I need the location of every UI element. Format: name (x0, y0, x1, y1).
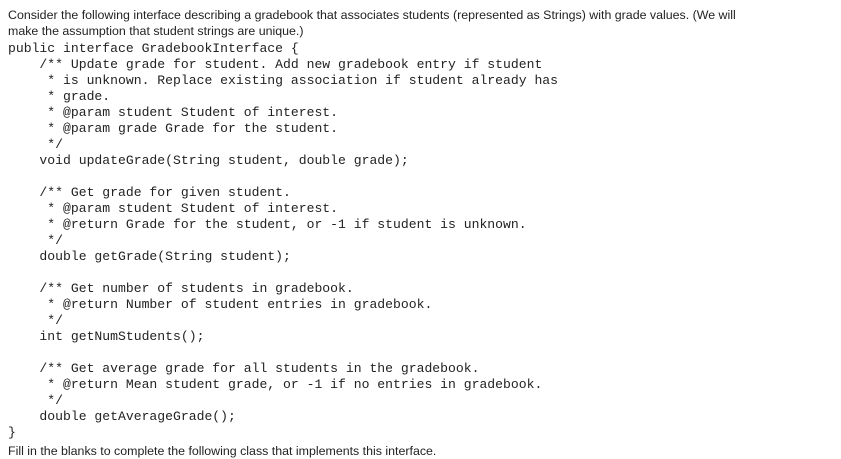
code-line: * @return Grade for the student, or -1 if student is unknown. (8, 217, 527, 232)
code-line: */ (8, 137, 64, 152)
code-line: int getNumStudents(); (8, 329, 205, 344)
truncated-text: Fill in the blanks to complete the following class that implements this interface. (8, 444, 437, 458)
code-line: * @param student Student of interest. (8, 201, 339, 216)
code-line: public interface GradebookInterface { (8, 41, 299, 56)
interface-code-block (8, 41, 558, 441)
code-line: /** Update grade for student. Add new gradebook entry if student (8, 57, 543, 72)
code-line: */ (8, 393, 64, 408)
code-line: * @return Mean student grade, or -1 if no entries in gradebook. (8, 377, 543, 392)
code-line: */ (8, 313, 64, 328)
code-line: * is unknown. Replace existing association if student already has (8, 73, 559, 88)
code-line: double getGrade(String student); (8, 249, 291, 264)
code-line: double getAverageGrade(); (8, 409, 236, 424)
code-line: void updateGrade(String student, double grade); (8, 153, 409, 168)
code-line (8, 169, 558, 185)
description-line-2: make the assumption that student strings are unique.) (8, 24, 304, 38)
code-line: * @return Number of student entries in gradebook. (8, 297, 433, 312)
code-line: * @param grade Grade for the student. (8, 121, 339, 136)
truncated-next-line (8, 441, 448, 458)
code-line: /** Get number of students in gradebook. (8, 281, 354, 296)
code-line: /** Get average grade for all students in the gradebook. (8, 361, 480, 376)
description-line-1: Consider the following interface describing a gradebook that associates students (represented as Strings) with grade values. (We will (8, 8, 736, 22)
code-line (8, 265, 558, 281)
problem-description (8, 7, 808, 39)
code-line: * grade. (8, 89, 111, 104)
code-line: /** Get grade for given student. (8, 185, 291, 200)
code-line (8, 345, 558, 361)
code-line: } (8, 425, 16, 440)
code-line: */ (8, 233, 64, 248)
code-line: * @param student Student of interest. (8, 105, 339, 120)
